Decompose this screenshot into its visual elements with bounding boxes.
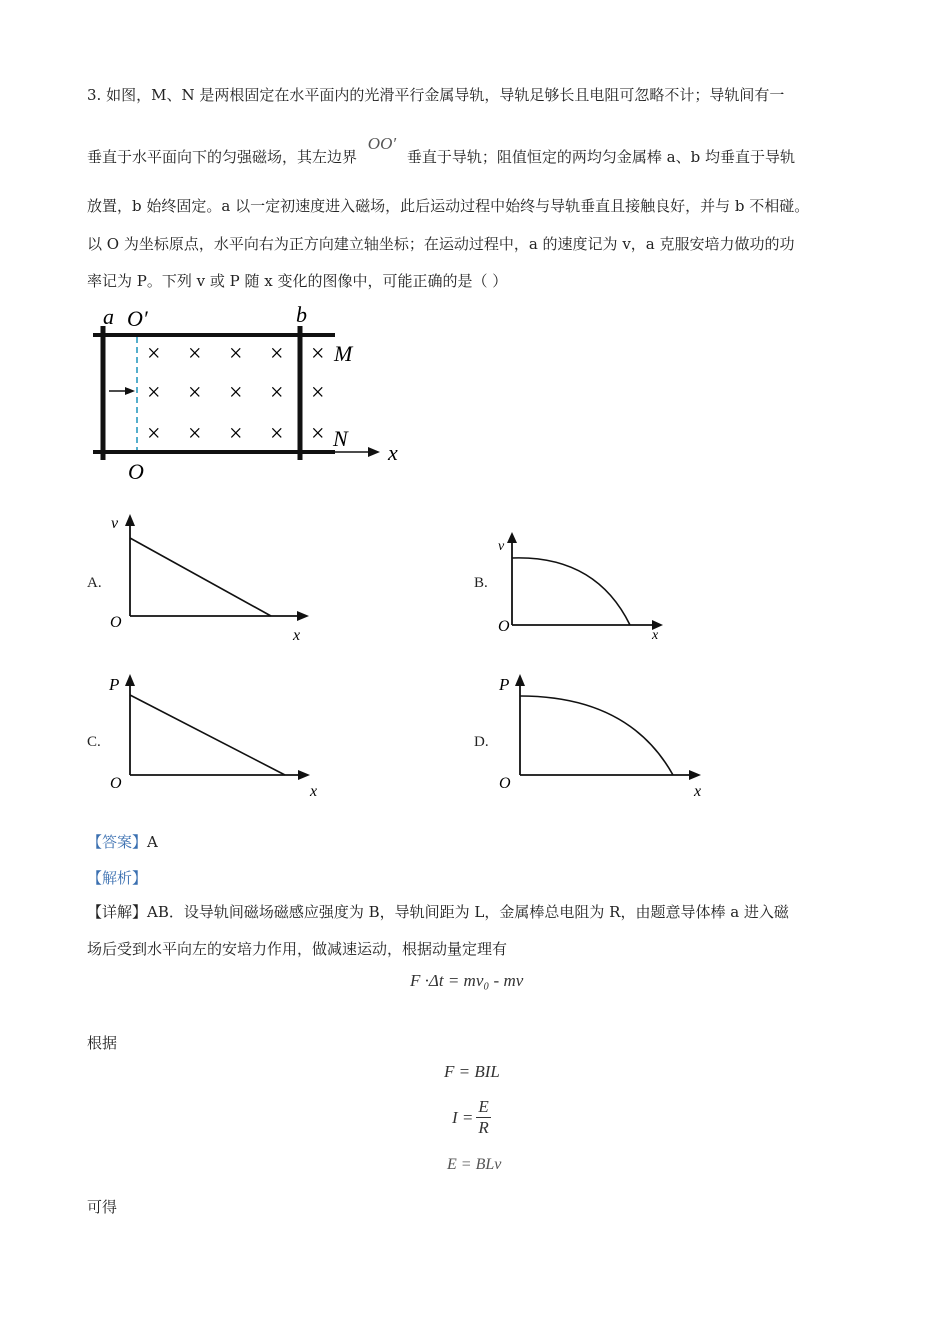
label-O-prime: O′ — [127, 306, 148, 331]
text-genju: 根据 — [87, 1034, 118, 1052]
fraction-denominator: R — [478, 1118, 489, 1137]
field-mark-2-0: × — [147, 421, 161, 447]
option-b-graph — [492, 528, 672, 643]
x-axis-label: x — [652, 628, 659, 643]
x-arrow-icon — [689, 770, 701, 780]
option-d-graph — [494, 668, 719, 803]
x-axis-label: x — [293, 627, 301, 643]
option-c-graph — [105, 668, 330, 803]
analysis-tag: 【解析】 — [87, 869, 148, 887]
option-b-label[interactable]: B. — [474, 575, 488, 591]
y-arrow-icon — [125, 674, 135, 686]
velocity-arrow-icon — [125, 387, 135, 395]
question-line-2a: 垂直于水平面向下的匀强磁场，其左边界 — [87, 148, 358, 166]
rail-figure — [85, 300, 415, 490]
y-axis-label: P — [109, 675, 120, 694]
curve-line — [130, 695, 285, 775]
question-line-2b: 垂直于导轨；阻值恒定的两均匀金属棒 a、b 均垂直于导轨 — [406, 148, 795, 166]
field-mark-1-3: × — [270, 380, 284, 406]
fraction-numerator: E — [478, 1097, 489, 1116]
fraction — [476, 1097, 490, 1138]
y-axis-label: P — [499, 675, 510, 694]
curve-concave-down — [512, 558, 630, 625]
answer-line — [87, 831, 158, 852]
question-line-1: 3. 如图，M、N 是两根固定在水平面内的光滑平行金属导轨，导轨足够长且电阻可忽略不计；导轨间有一 — [87, 86, 785, 104]
label-N: N — [333, 426, 348, 451]
label-O: O — [128, 459, 144, 484]
label-M: M — [334, 341, 353, 366]
field-mark-2-3: × — [270, 421, 284, 447]
field-mark-2-2: × — [229, 421, 243, 447]
y-arrow-icon — [125, 514, 135, 526]
y-arrow-icon — [515, 674, 525, 686]
detail-line-1 — [87, 901, 789, 922]
x-axis-label: x — [694, 783, 702, 800]
x-axis-label: x — [310, 783, 318, 800]
equation-force: F = BIL — [444, 1062, 500, 1081]
field-mark-1-2: × — [229, 380, 243, 406]
y-axis-label: v — [111, 515, 119, 532]
field-mark-0-0: × — [147, 341, 161, 367]
field-mark-0-4: × — [311, 341, 325, 367]
detail-text-1: AB．设导轨间磁场磁感应强度为 B，导轨间距为 L，金属棒总电阻为 R，由题意导体棒 a 进入磁 — [147, 903, 789, 921]
field-mark-1-4: × — [311, 380, 325, 406]
equation-momentum: F ·Δt = mv₀ - mv — [410, 971, 524, 990]
question-line-4: 以 O 为坐标原点，水平向右为正方向建立轴坐标；在运动过程中，a 的速度记为 v，a 克服安培力做功的功 — [87, 235, 795, 253]
origin-label: O — [110, 614, 122, 631]
label-b: b — [296, 302, 307, 327]
question-line-2 — [87, 134, 795, 167]
label-a: a — [103, 304, 114, 329]
field-mark-2-1: × — [188, 421, 202, 447]
origin-label: O — [498, 618, 510, 635]
detail-tag: 【详解】 — [87, 903, 148, 921]
detail-line-2: 场后受到水平向左的安培力作用，做减速运动，根据动量定理有 — [87, 940, 508, 958]
option-d-label[interactable]: D. — [474, 734, 489, 750]
field-mark-2-4: × — [311, 421, 325, 447]
text-kede: 可得 — [87, 1198, 118, 1216]
field-mark-0-2: × — [229, 341, 243, 367]
answer-tag: 【答案】 — [87, 833, 148, 851]
field-mark-0-3: × — [270, 341, 284, 367]
option-a-graph — [105, 508, 320, 643]
x-arrow-icon — [298, 770, 310, 780]
oo-prime-math: OO′ — [367, 134, 397, 153]
answer-value: A — [147, 833, 158, 851]
equation-current — [452, 1097, 491, 1138]
x-arrow-icon — [297, 611, 309, 621]
field-mark-0-1: × — [188, 341, 202, 367]
option-c-label[interactable]: C. — [87, 734, 101, 750]
field-mark-1-0: × — [147, 380, 161, 406]
field-mark-1-1: × — [188, 380, 202, 406]
equation-emf: E = BLv — [447, 1156, 502, 1173]
eq3-lhs: I = — [452, 1107, 474, 1127]
question-line-3: 放置，b 始终固定。a 以一定初速度进入磁场，此后运动过程中始终与导轨垂直且接触良好，并与 b 不相碰。 — [87, 197, 810, 215]
x-axis-arrow-icon — [368, 447, 380, 457]
question-line-5: 率记为 P。下列 v 或 P 随 x 变化的图像中，可能正确的是（ ） — [87, 272, 508, 290]
label-x: x — [388, 440, 398, 465]
y-arrow-icon — [507, 532, 517, 543]
curve-line — [130, 538, 271, 616]
curve-concave-down — [520, 696, 673, 775]
option-a-label[interactable]: A. — [87, 575, 102, 591]
origin-label: O — [110, 775, 122, 792]
y-axis-label: v — [498, 539, 505, 554]
origin-label: O — [499, 775, 511, 792]
